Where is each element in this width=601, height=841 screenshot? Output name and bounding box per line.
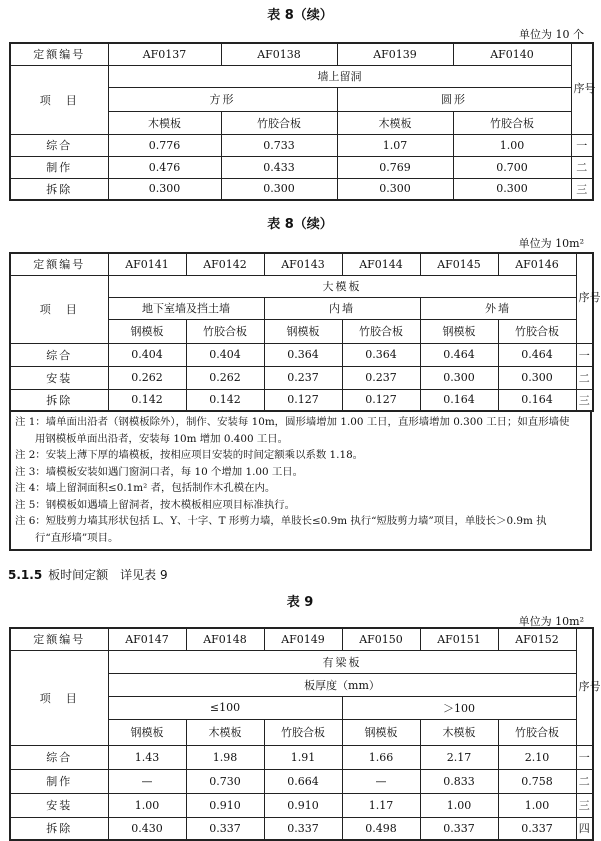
table-row: [10, 343, 593, 366]
value-cell: 0.910: [264, 793, 342, 817]
sub-header: 地下室墙及挡土墙: [108, 297, 264, 319]
code-cell: AF0146: [498, 253, 576, 275]
value-cell: 0.164: [498, 389, 576, 411]
row-label: 制作: [10, 156, 108, 178]
value-cell: 0.337: [498, 817, 576, 840]
table-caption: 表 9: [286, 595, 314, 610]
table-row: [10, 134, 593, 156]
sub-header: 方形: [108, 87, 337, 111]
code-label: 定额编号: [10, 628, 108, 650]
quota-table: [9, 42, 594, 201]
note-line: 注 6：短肢剪力墙其形状包括 L、Y、十字、T 形剪力墙，单肢长≤0.9m 执行“短肢剪力墙”项目，单肢长＞0.9m 执: [15, 515, 547, 527]
value-cell: —: [342, 769, 420, 793]
group-header: 有梁板: [108, 650, 576, 673]
unit-label: 单位为 10m²: [518, 237, 584, 250]
table-row: [10, 389, 593, 411]
row-label: 综合: [10, 343, 108, 366]
value-cell: 2.17: [420, 745, 498, 769]
value-cell: —: [108, 769, 186, 793]
value-cell: 0.433: [221, 156, 337, 178]
row-label: 安装: [10, 793, 108, 817]
item-label: 项 目: [10, 275, 108, 343]
item-label: 项 目: [10, 65, 108, 134]
material-header: 竹胶合板: [264, 719, 342, 745]
code-cell: AF0139: [337, 43, 453, 65]
value-cell: 0.733: [221, 134, 337, 156]
section-number: 5.1.5: [8, 568, 43, 582]
value-cell: 0.337: [264, 817, 342, 840]
code-cell: AF0151: [420, 628, 498, 650]
note-line: 注 4：墙上留洞面积≤0.1m² 者，包括制作木孔模在内。: [15, 482, 276, 494]
value-cell: 0.498: [342, 817, 420, 840]
value-cell: 0.300: [108, 178, 221, 200]
value-cell: 0.164: [420, 389, 498, 411]
row-label: 安装: [10, 366, 108, 389]
material-header: 钢模板: [108, 719, 186, 745]
value-cell: 0.758: [498, 769, 576, 793]
value-cell: 0.237: [264, 366, 342, 389]
material-header: 竹胶合板: [498, 319, 576, 343]
note-line: 注 5：钢模板如遇墙上留洞者，按木模板相应项目标准执行。: [15, 498, 296, 511]
code-cell: AF0137: [108, 43, 221, 65]
seq-cell: 三: [571, 178, 593, 200]
group-header: 大模板: [108, 275, 576, 297]
quota-table: [9, 627, 601, 841]
seq-cell: 三: [576, 389, 593, 411]
material-header: 竹胶合板: [498, 719, 576, 745]
seq-cell: 一: [576, 745, 593, 769]
table-row: [10, 817, 593, 840]
value-cell: 0.262: [186, 366, 264, 389]
value-cell: 1.07: [337, 134, 453, 156]
sub-header: 圆形: [337, 87, 571, 111]
value-cell: 0.476: [108, 156, 221, 178]
value-cell: 1.00: [498, 793, 576, 817]
seq-cell: 二: [576, 769, 593, 793]
note-line: 用钢模板单面出沿者，安装每 10m 增加 0.400 工日。: [35, 432, 289, 445]
section-text: 板时间定额 详见表 9: [48, 568, 168, 582]
seq-cell: 一: [576, 343, 593, 366]
value-cell: 0.404: [108, 343, 186, 366]
row-label: 拆除: [10, 178, 108, 200]
code-cell: AF0152: [498, 628, 576, 650]
table-row: [10, 366, 593, 389]
code-label: 定额编号: [10, 253, 108, 275]
value-cell: 0.464: [420, 343, 498, 366]
note-line: 注 3：墙模板安装如遇门窗洞口者，每 10 个增加 1.00 工日。: [15, 465, 304, 478]
value-cell: 0.337: [186, 817, 264, 840]
row-label: 拆除: [10, 817, 108, 840]
row-label: 制作: [10, 769, 108, 793]
code-cell: AF0145: [420, 253, 498, 275]
notes-block: [9, 412, 592, 551]
section-heading: [8, 566, 168, 583]
seq-cell: 二: [576, 366, 593, 389]
code-cell: AF0148: [186, 628, 264, 650]
table-row: [10, 745, 593, 769]
table-caption: 表 8（续）: [267, 8, 333, 23]
material-header: 木模板: [337, 111, 453, 134]
note-line: 行“直形墙”项目。: [35, 531, 119, 544]
material-header: 钢模板: [420, 319, 498, 343]
value-cell: 0.300: [221, 178, 337, 200]
value-cell: 1.00: [420, 793, 498, 817]
seq-cell: 三: [576, 793, 593, 817]
seq-header: 序号: [571, 43, 593, 134]
code-cell: AF0142: [186, 253, 264, 275]
value-cell: 0.464: [498, 343, 576, 366]
row-label: 综合: [10, 134, 108, 156]
seq-cell: 一: [571, 134, 593, 156]
value-cell: 0.700: [453, 156, 571, 178]
material-header: 竹胶合板: [453, 111, 571, 134]
value-cell: 0.300: [498, 366, 576, 389]
seq-header: 序号: [576, 253, 593, 343]
value-cell: 0.142: [108, 389, 186, 411]
quota-table: [9, 252, 601, 412]
sub-header: 外墙: [420, 297, 576, 319]
unit-label: 单位为 10m²: [518, 615, 584, 628]
row-label: 拆除: [10, 389, 108, 411]
value-cell: 0.142: [186, 389, 264, 411]
value-cell: 0.430: [108, 817, 186, 840]
table-row: [10, 793, 593, 817]
code-cell: AF0150: [342, 628, 420, 650]
note-line: 注 1：墙单面出沿者（钢模板除外），制作、安装每 10m，圆形墙增加 1.00 工日，直形墙增加 0.300 工日；如直形墙使: [15, 416, 570, 428]
table-row: [10, 769, 593, 793]
value-cell: 0.910: [186, 793, 264, 817]
value-cell: 1.00: [108, 793, 186, 817]
item-label: 项 目: [10, 650, 108, 745]
note-line: 注 2：安装上薄下厚的墙模板，按相应项目安装的时间定额乘以系数 1.18。: [15, 449, 364, 461]
sub-header: 内墙: [264, 297, 420, 319]
table-row: [10, 178, 593, 200]
material-header: 木模板: [108, 111, 221, 134]
material-header: 钢模板: [342, 719, 420, 745]
seq-cell: 四: [576, 817, 593, 840]
value-cell: 1.66: [342, 745, 420, 769]
value-cell: 1.17: [342, 793, 420, 817]
material-header: 竹胶合板: [342, 319, 420, 343]
material-header: 钢模板: [264, 319, 342, 343]
seq-header: 序号: [576, 628, 593, 745]
value-cell: 1.43: [108, 745, 186, 769]
subgroup-header: 板厚度（mm）: [108, 673, 576, 696]
material-header: 木模板: [186, 719, 264, 745]
value-cell: 0.337: [420, 817, 498, 840]
value-cell: 0.262: [108, 366, 186, 389]
material-header: 钢模板: [108, 319, 186, 343]
value-cell: 0.833: [420, 769, 498, 793]
value-cell: 0.769: [337, 156, 453, 178]
row-label: 综合: [10, 745, 108, 769]
code-label: 定额编号: [10, 43, 108, 65]
value-cell: 0.300: [420, 366, 498, 389]
value-cell: 0.730: [186, 769, 264, 793]
unit-label: 单位为 10 个: [519, 28, 584, 41]
code-cell: AF0141: [108, 253, 186, 275]
material-header: 竹胶合板: [221, 111, 337, 134]
sub-header: ≤100: [108, 696, 342, 719]
value-cell: 2.10: [498, 745, 576, 769]
table-row: [10, 156, 593, 178]
code-cell: AF0140: [453, 43, 571, 65]
group-header: 墙上留洞: [108, 65, 571, 87]
sub-header: ＞100: [342, 696, 576, 719]
seq-cell: 二: [571, 156, 593, 178]
value-cell: 0.300: [453, 178, 571, 200]
material-header: 竹胶合板: [186, 319, 264, 343]
table-caption: 表 8（续）: [267, 217, 333, 232]
code-cell: AF0138: [221, 43, 337, 65]
value-cell: 0.404: [186, 343, 264, 366]
value-cell: 0.664: [264, 769, 342, 793]
value-cell: 1.98: [186, 745, 264, 769]
value-cell: 0.127: [342, 389, 420, 411]
value-cell: 0.364: [342, 343, 420, 366]
material-header: 木模板: [420, 719, 498, 745]
code-cell: AF0147: [108, 628, 186, 650]
code-cell: AF0149: [264, 628, 342, 650]
value-cell: 1.00: [453, 134, 571, 156]
value-cell: 0.237: [342, 366, 420, 389]
code-cell: AF0143: [264, 253, 342, 275]
code-cell: AF0144: [342, 253, 420, 275]
value-cell: 1.91: [264, 745, 342, 769]
value-cell: 0.127: [264, 389, 342, 411]
value-cell: 0.776: [108, 134, 221, 156]
value-cell: 0.364: [264, 343, 342, 366]
table-block: [9, 252, 601, 551]
value-cell: 0.300: [337, 178, 453, 200]
